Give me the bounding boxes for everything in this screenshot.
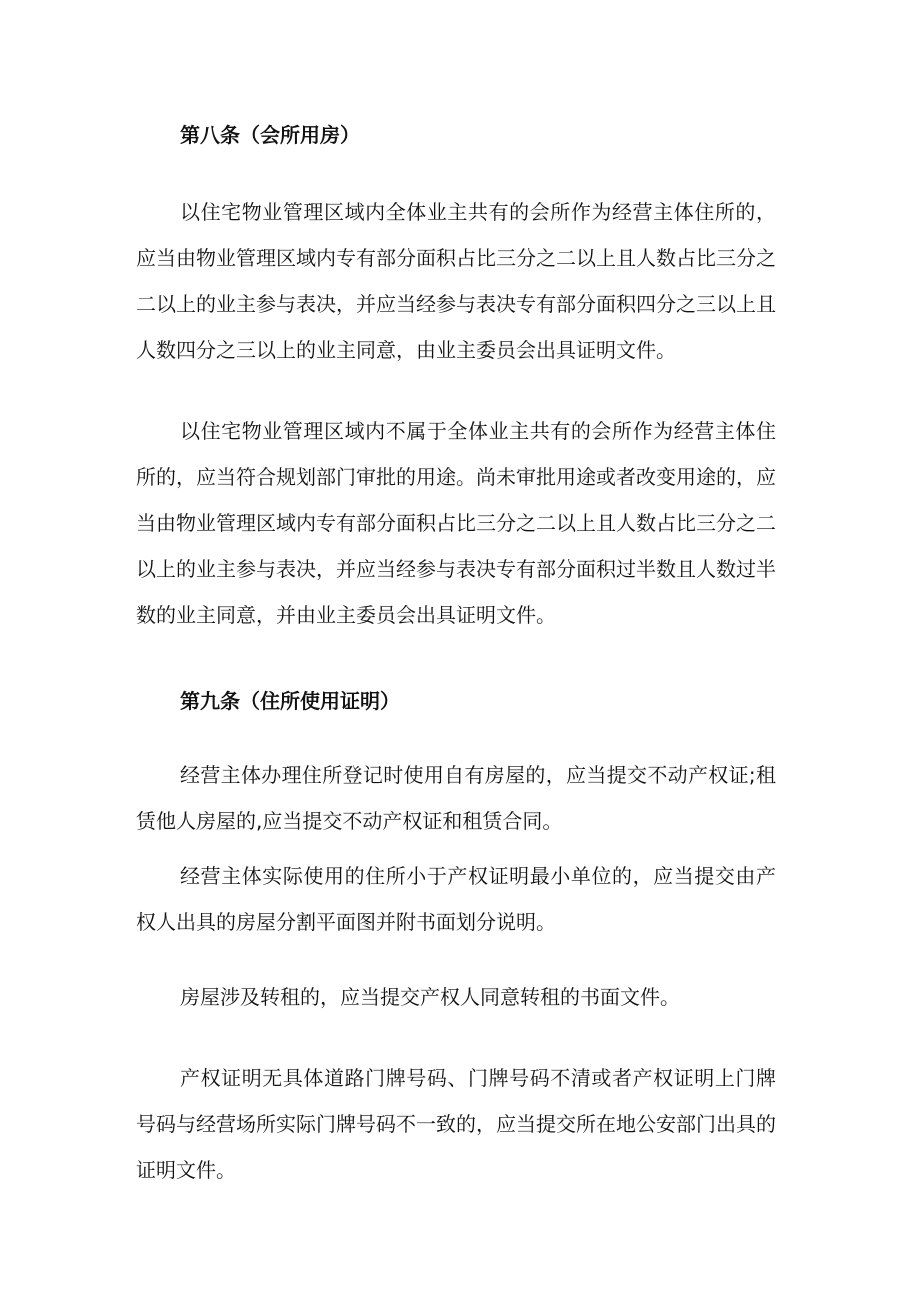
- article-9-paragraph-4: 产权证明无具体道路门牌号码、门牌号码不清或者产权证明上门牌号码与经营场所实际门牌号码不一致的，应当提交所在地公安部门出具的证明文件。: [136, 1066, 776, 1182]
- article-8-heading: 第八条（会所用房）: [180, 123, 360, 147]
- article-9-paragraph-1: 经营主体办理住所登记时使用自有房屋的，应当提交不动产权证;租赁他人房屋的,应当提交不动产权证和租赁合同。: [136, 763, 776, 833]
- article-8-paragraph-2: 以住宅物业管理区域内不属于全体业主共有的会所作为经营主体住所的，应当符合规划部门审批的用途。尚未审批用途或者改变用途的，应当由物业管理区域内专有部分面积占比三分之二以上且人数占比三分之二以上的业主参与表决，并应当经参与表决专有部分面积过半数且人数过半数的业主同意，并由业主委员会出具证明文件。: [136, 419, 776, 627]
- article-8-paragraph-1: 以住宅物业管理区域内全体业主共有的会所作为经营主体住所的，应当由物业管理区域内专有部分面积占比三分之二以上且人数占比三分之二以上的业主参与表决，并应当经参与表决专有部分面积四分之三以上且人数四分之三以上的业主同意，由业主委员会出具证明文件。: [136, 200, 776, 362]
- article-9-paragraph-2: 经营主体实际使用的住所小于产权证明最小单位的，应当提交由产权人出具的房屋分割平面图并附书面划分说明。: [136, 864, 776, 934]
- article-9-paragraph-3: 房屋涉及转租的，应当提交产权人同意转租的书面文件。: [180, 985, 680, 1009]
- article-9-heading: 第九条（住所使用证明）: [180, 689, 400, 713]
